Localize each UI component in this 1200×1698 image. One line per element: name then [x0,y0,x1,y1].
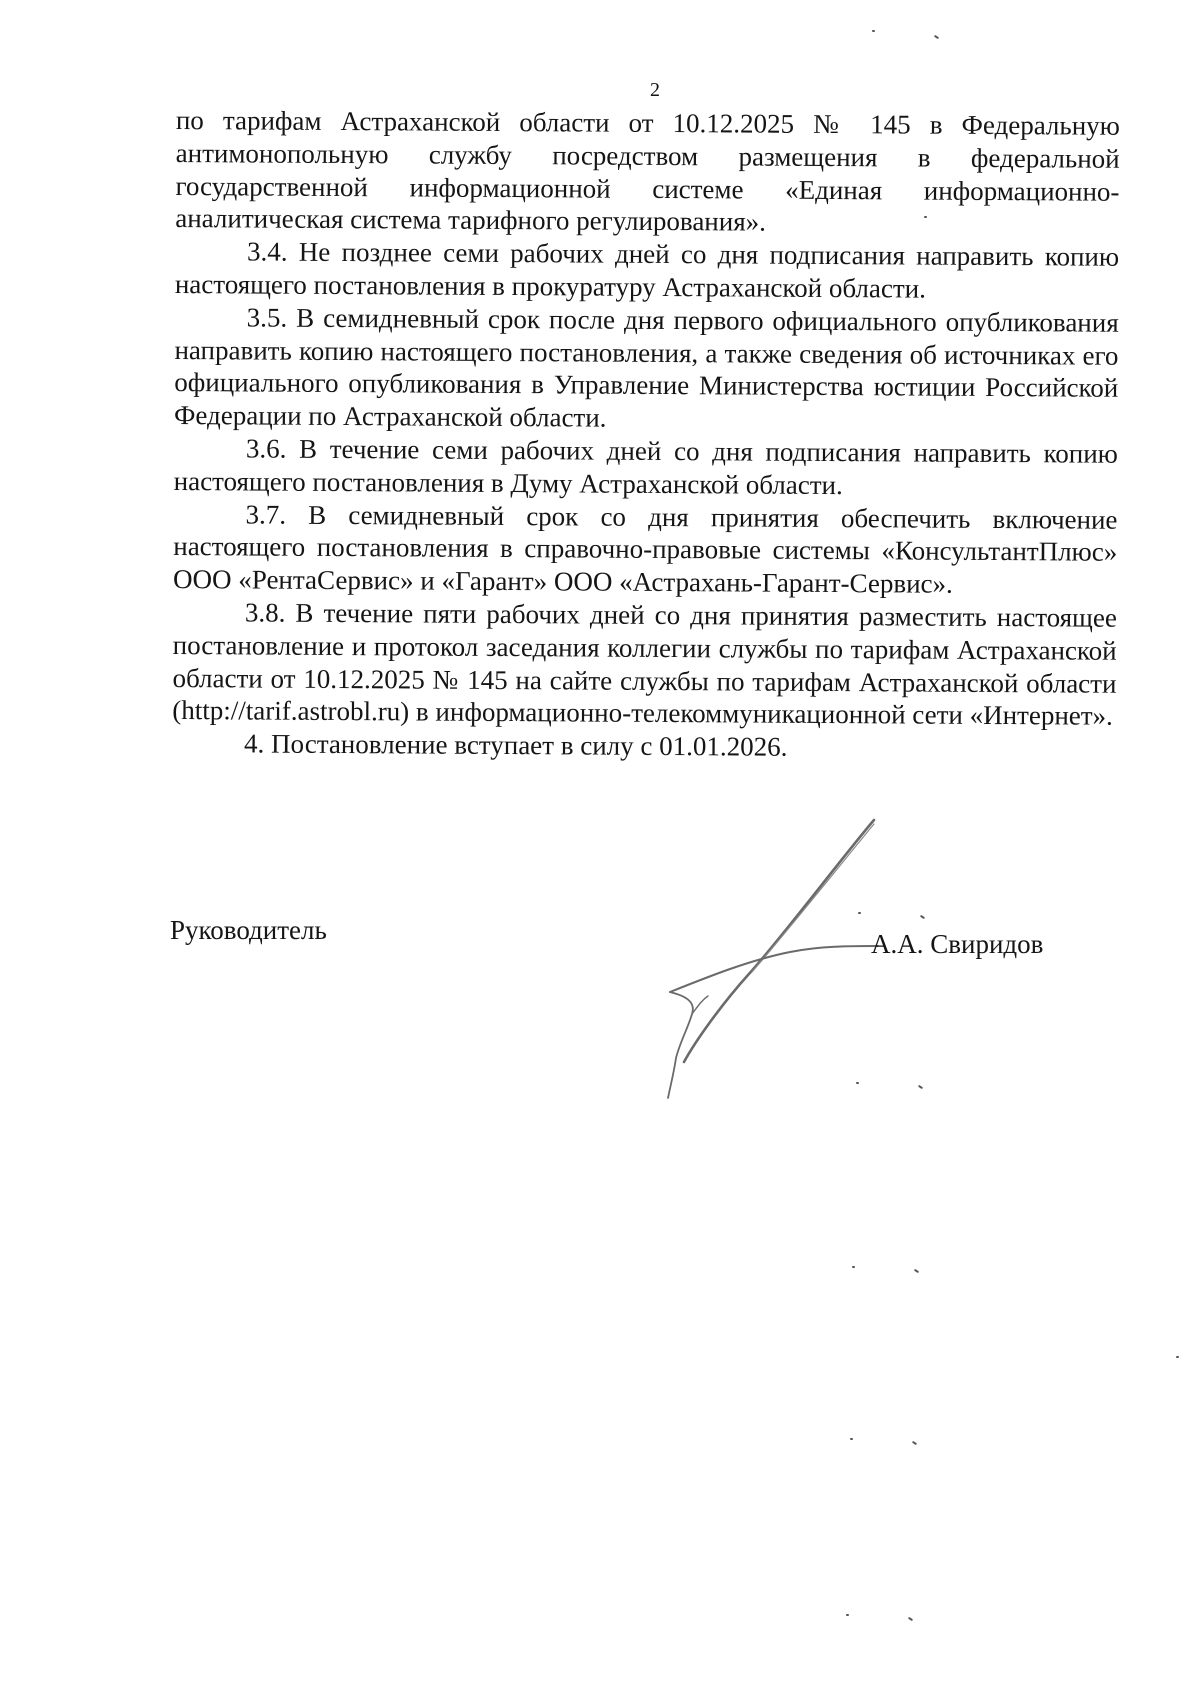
paragraph-item-3-5: 3.5. В семидневный срок после дня первого официального опубликования направить копию настоящего постановления, а также сведения об источниках его официального опубликования в Управление Министерства юстиции Российской Федерации по Астраханской области. [174,302,1119,433]
paragraph-item-3-8: 3.8. В течение пяти рабочих дней со дня принятия разместить настоящее постановление и протокол заседания коллегии службы по тарифам Астраханской области от 10.12.2025 № 145 на сайте службы по тарифам Астраханской области (http://tarif.astrobl.ru) в информационно-телекоммуникационной сети «Интернет». [172,597,1117,732]
signature-main-stroke [684,820,874,1062]
signature-hook-detail [692,996,708,1014]
scan-speck [924,216,927,218]
signature-hook-stroke [668,992,693,1098]
paragraph-intro-continuation: по тарифам Астраханской области от 10.12.2025 № 145 в Федеральную антимонопольную службу посредством размещения в федеральной государственной информационной системе «Единая информационно-аналитическая система тарифного регулирования». [175,104,1120,237]
signatory-name: А.А. Свиридов [871,929,1044,959]
scan-speck [1176,1356,1179,1358]
scan-speck [856,1082,859,1084]
scan-speck [850,1438,853,1440]
scan-speck [846,1614,849,1616]
signature-echo-stroke [752,824,874,972]
paragraph-item-3-6: 3.6. В течение семи рабочих дней со дня подписания направить копию настоящего постановления в Думу Астраханской области. [173,433,1118,500]
signatory-title: Руководитель [170,915,327,945]
page-number: 2 [650,79,660,101]
signature-cross-stroke [670,946,878,992]
scan-speck [872,30,875,32]
paragraph-item-3-7: 3.7. В семидневный срок со дня принятия обеспечить включение настоящего постановления в справочно-правовые системы «КонсультантПлюс» ООО «РентаСервис» и «Гарант» ООО «Астрахань-Гарант-Сервис». [173,498,1118,599]
handwritten-signature [640,800,880,1100]
paragraph-item-4: 4. Постановление вступает в силу с 01.01.2026. [244,728,788,762]
paragraph-item-3-4: 3.4. Не позднее семи рабочих дней со дня подписания направить копию настоящего постановления в прокуратуру Астраханской области. [174,236,1120,304]
scan-speck [858,912,861,914]
scan-speck [852,1266,855,1268]
